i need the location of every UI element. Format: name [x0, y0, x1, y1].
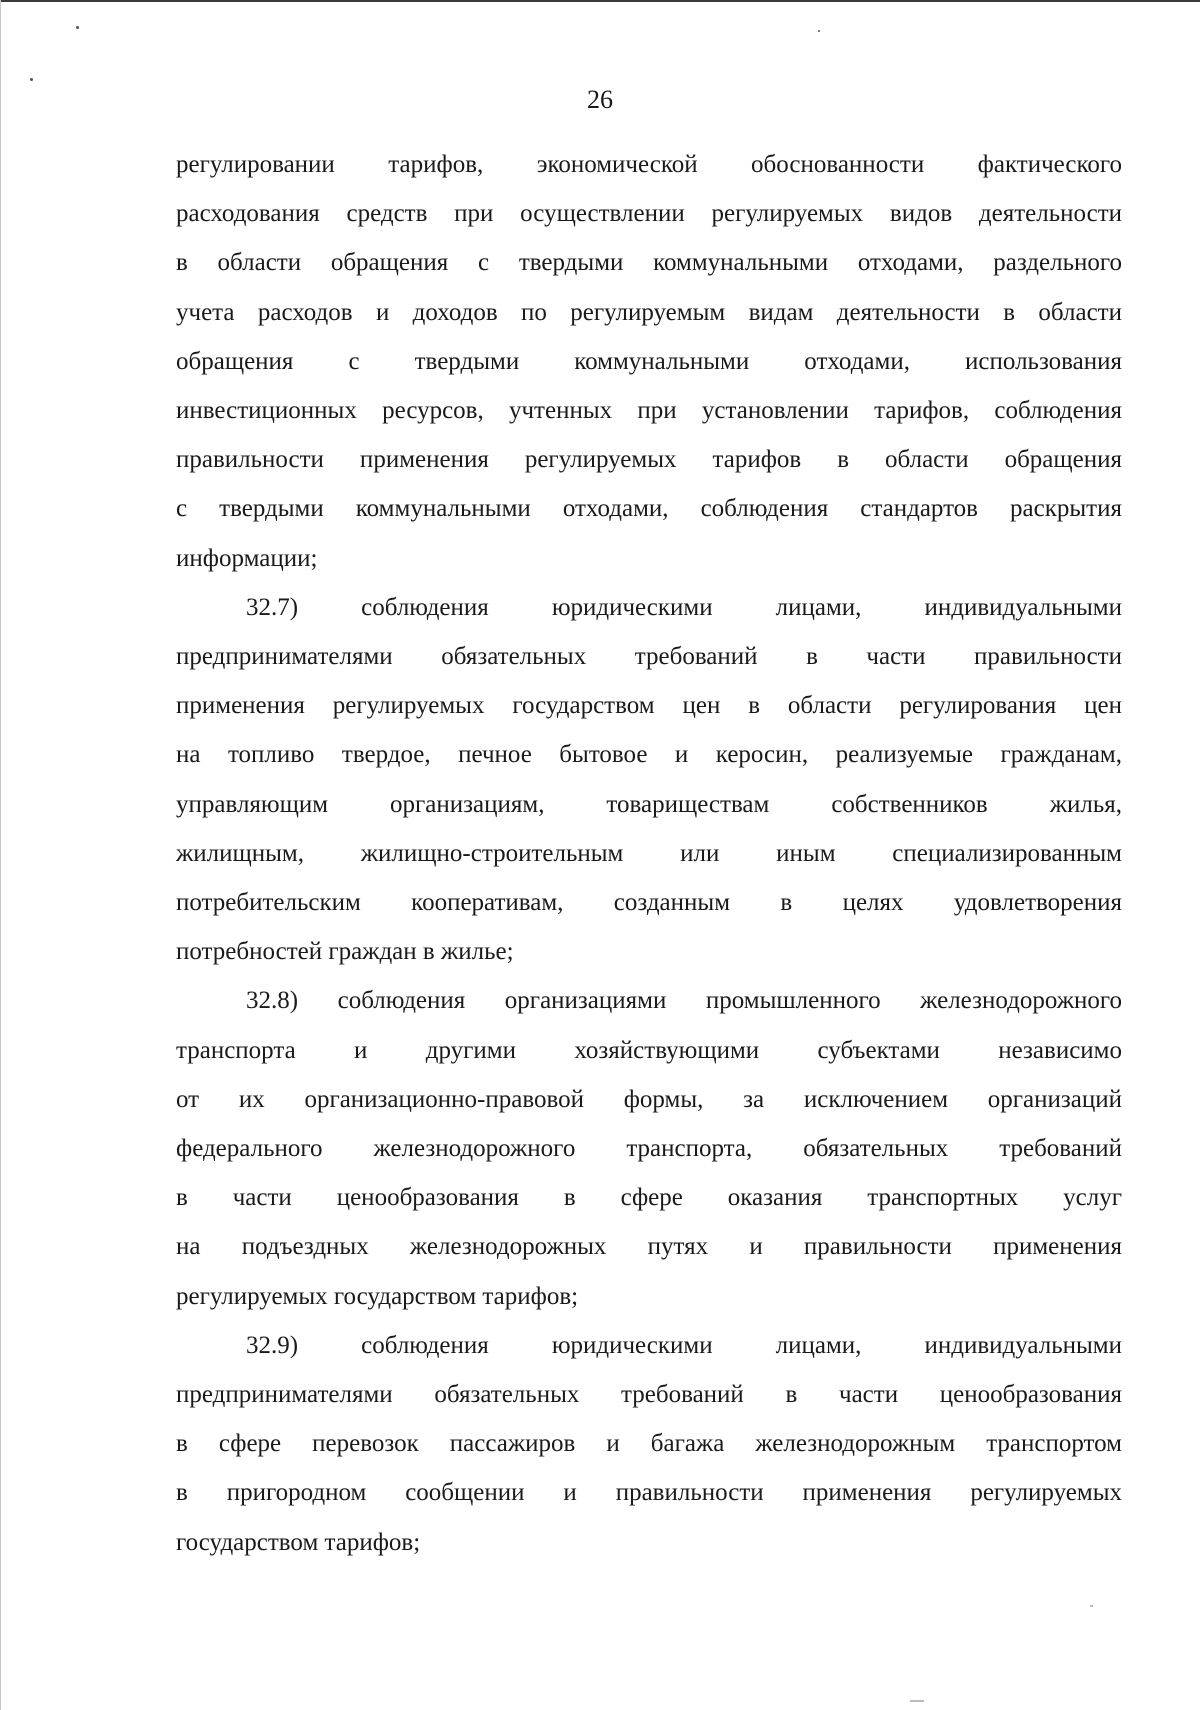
text-line: на топливо твердое, печное бытовое и керосин, реализуемые гражданам, [176, 741, 1122, 769]
paragraph-32-7 [176, 583, 1122, 977]
scan-artifact-dot [818, 30, 820, 32]
text-line: 32.7) соблюдения юридическими лицами, индивидуальными [246, 593, 1122, 621]
text-line: регулировании тарифов, экономической обоснованности фактического [176, 151, 1122, 178]
scan-top-border [0, 0, 1200, 2]
text-line: учета расходов и доходов по регулируемым видам деятельности в области [176, 298, 1122, 326]
page-number: 26 [587, 85, 613, 114]
text-line: в сфере перевозок пассажиров и багажа железнодорожным транспортом [176, 1430, 1122, 1458]
text-line: от их организационно-правовой формы, за исключением организаций [176, 1085, 1122, 1113]
text-line: на подъездных железнодорожных путях и правильности применения [176, 1233, 1122, 1261]
text-line: 32.8) соблюдения организациями промышленного железнодорожного [246, 987, 1122, 1015]
text-line: инвестиционных ресурсов, учтенных при установлении тарифов, соблюдения [176, 397, 1122, 425]
text-line: жилищным, жилищно-строительным или иным специализированным [176, 839, 1122, 867]
text-line: потребительским кооперативам, созданным в целях удовлетворения [176, 889, 1122, 917]
text-line: расходования средств при осуществлении регулируемых видов деятельности [176, 200, 1122, 228]
text-line: предпринимателями обязательных требований в части ценообразования [176, 1381, 1122, 1409]
text-line: управляющим организациям, товариществам собственников жилья, [176, 790, 1122, 818]
scan-artifact-dot [30, 78, 33, 81]
text-line: с твердыми коммунальными отходами, соблюдения стандартов раскрытия [176, 495, 1122, 523]
text-line: федерального железнодорожного транспорта, обязательных требований [176, 1135, 1122, 1163]
scan-artifact-dot [76, 26, 79, 29]
text-line: государством тарифов; [176, 1528, 421, 1556]
text-line: применения регулируемых государством цен в области регулирования цен [176, 692, 1122, 720]
document-body [176, 140, 1122, 1567]
text-line: в области обращения с твердыми коммунальными отходами, раздельного [176, 249, 1122, 277]
paragraph-continuation [176, 140, 1122, 583]
text-line: обращения с твердыми коммунальными отходами, использования [176, 347, 1122, 375]
paragraph-32-8 [176, 976, 1122, 1320]
text-line: 32.9) соблюдения юридическими лицами, индивидуальными [246, 1331, 1122, 1359]
text-line: транспорта и другими хозяйствующими субъектами независимо [176, 1036, 1122, 1064]
text-line: правильности применения регулируемых тарифов в области обращения [176, 446, 1122, 474]
text-line: регулируемых государством тарифов; [176, 1282, 579, 1310]
paragraph-32-9 [176, 1321, 1122, 1567]
text-line: в пригородном сообщении и правильности применения регулируемых [176, 1479, 1122, 1507]
scan-artifact-speckle [910, 1700, 924, 1702]
text-line: информации; [176, 544, 318, 572]
text-line: в части ценообразования в сфере оказания транспортных услуг [176, 1184, 1122, 1212]
scan-left-edge [0, 0, 1, 1710]
text-line: потребностей граждан в жилье; [176, 938, 514, 966]
scan-artifact-speckle [1090, 1605, 1093, 1607]
text-line: предпринимателями обязательных требований в части правильности [176, 643, 1122, 671]
